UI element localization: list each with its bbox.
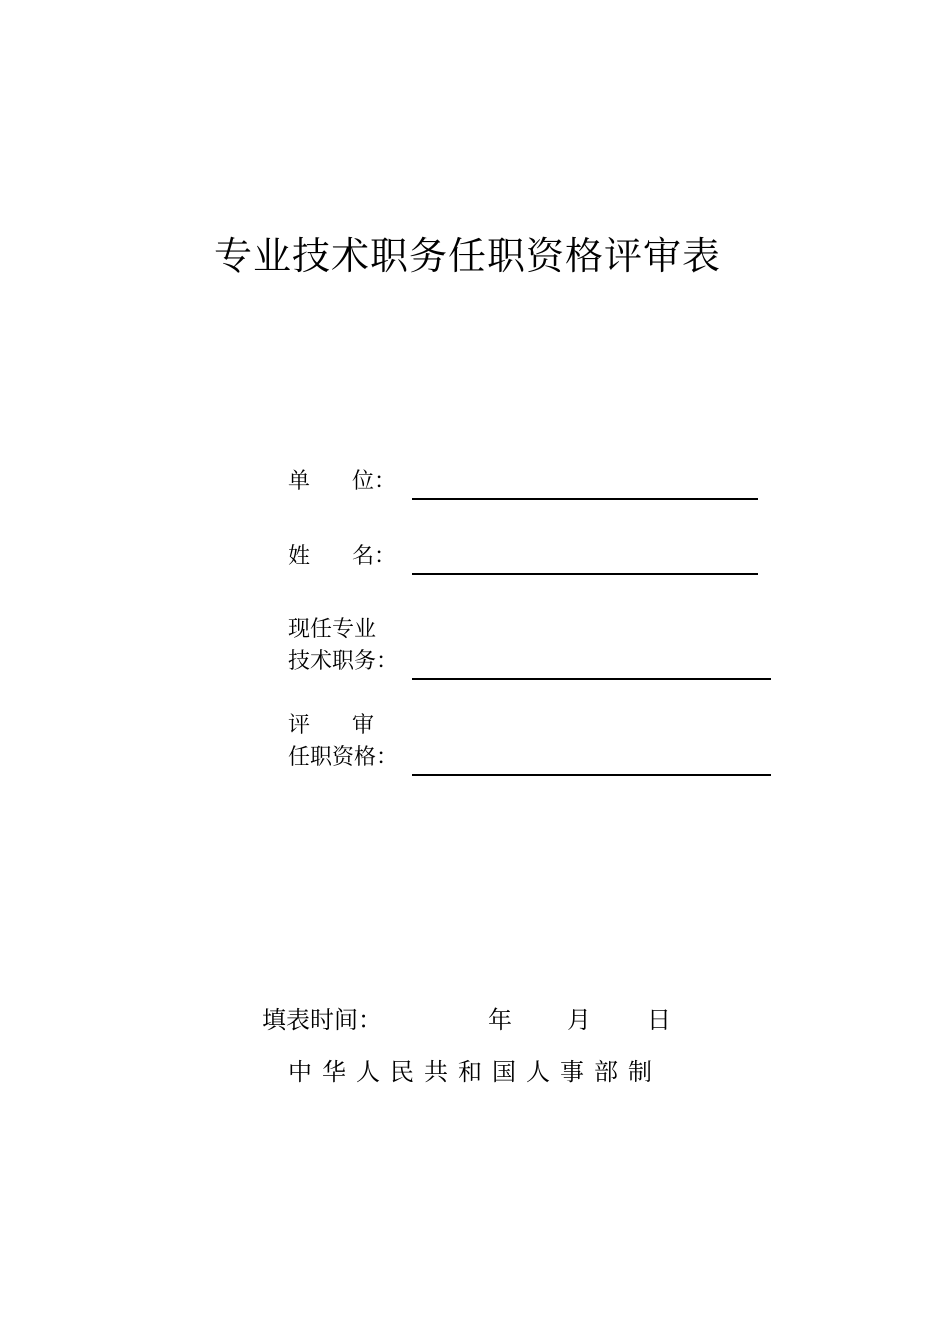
review-qualification-label-line2: 任职资格： xyxy=(288,745,399,770)
document-title: 专业技术职务任职资格评审表 xyxy=(213,234,721,278)
name-field-line[interactable] xyxy=(412,573,758,575)
month-label: 月 xyxy=(567,1006,591,1034)
year-label: 年 xyxy=(488,1006,512,1034)
name-label: 姓 名： xyxy=(288,544,396,569)
review-qualification-field-line[interactable] xyxy=(412,774,771,776)
current-position-label-line2: 技术职务： xyxy=(288,649,399,674)
unit-field-line[interactable] xyxy=(412,498,758,500)
issuer-text: 中华人民共和国人事部制 xyxy=(288,1058,662,1086)
unit-label: 单 位： xyxy=(288,469,396,494)
day-label: 日 xyxy=(647,1006,671,1034)
review-qualification-label-line1: 评 审 xyxy=(288,713,374,738)
current-position-field-line[interactable] xyxy=(412,678,771,680)
fill-time-label: 填表时间： xyxy=(262,1006,382,1034)
current-position-label-line1: 现任专业 xyxy=(288,617,377,642)
